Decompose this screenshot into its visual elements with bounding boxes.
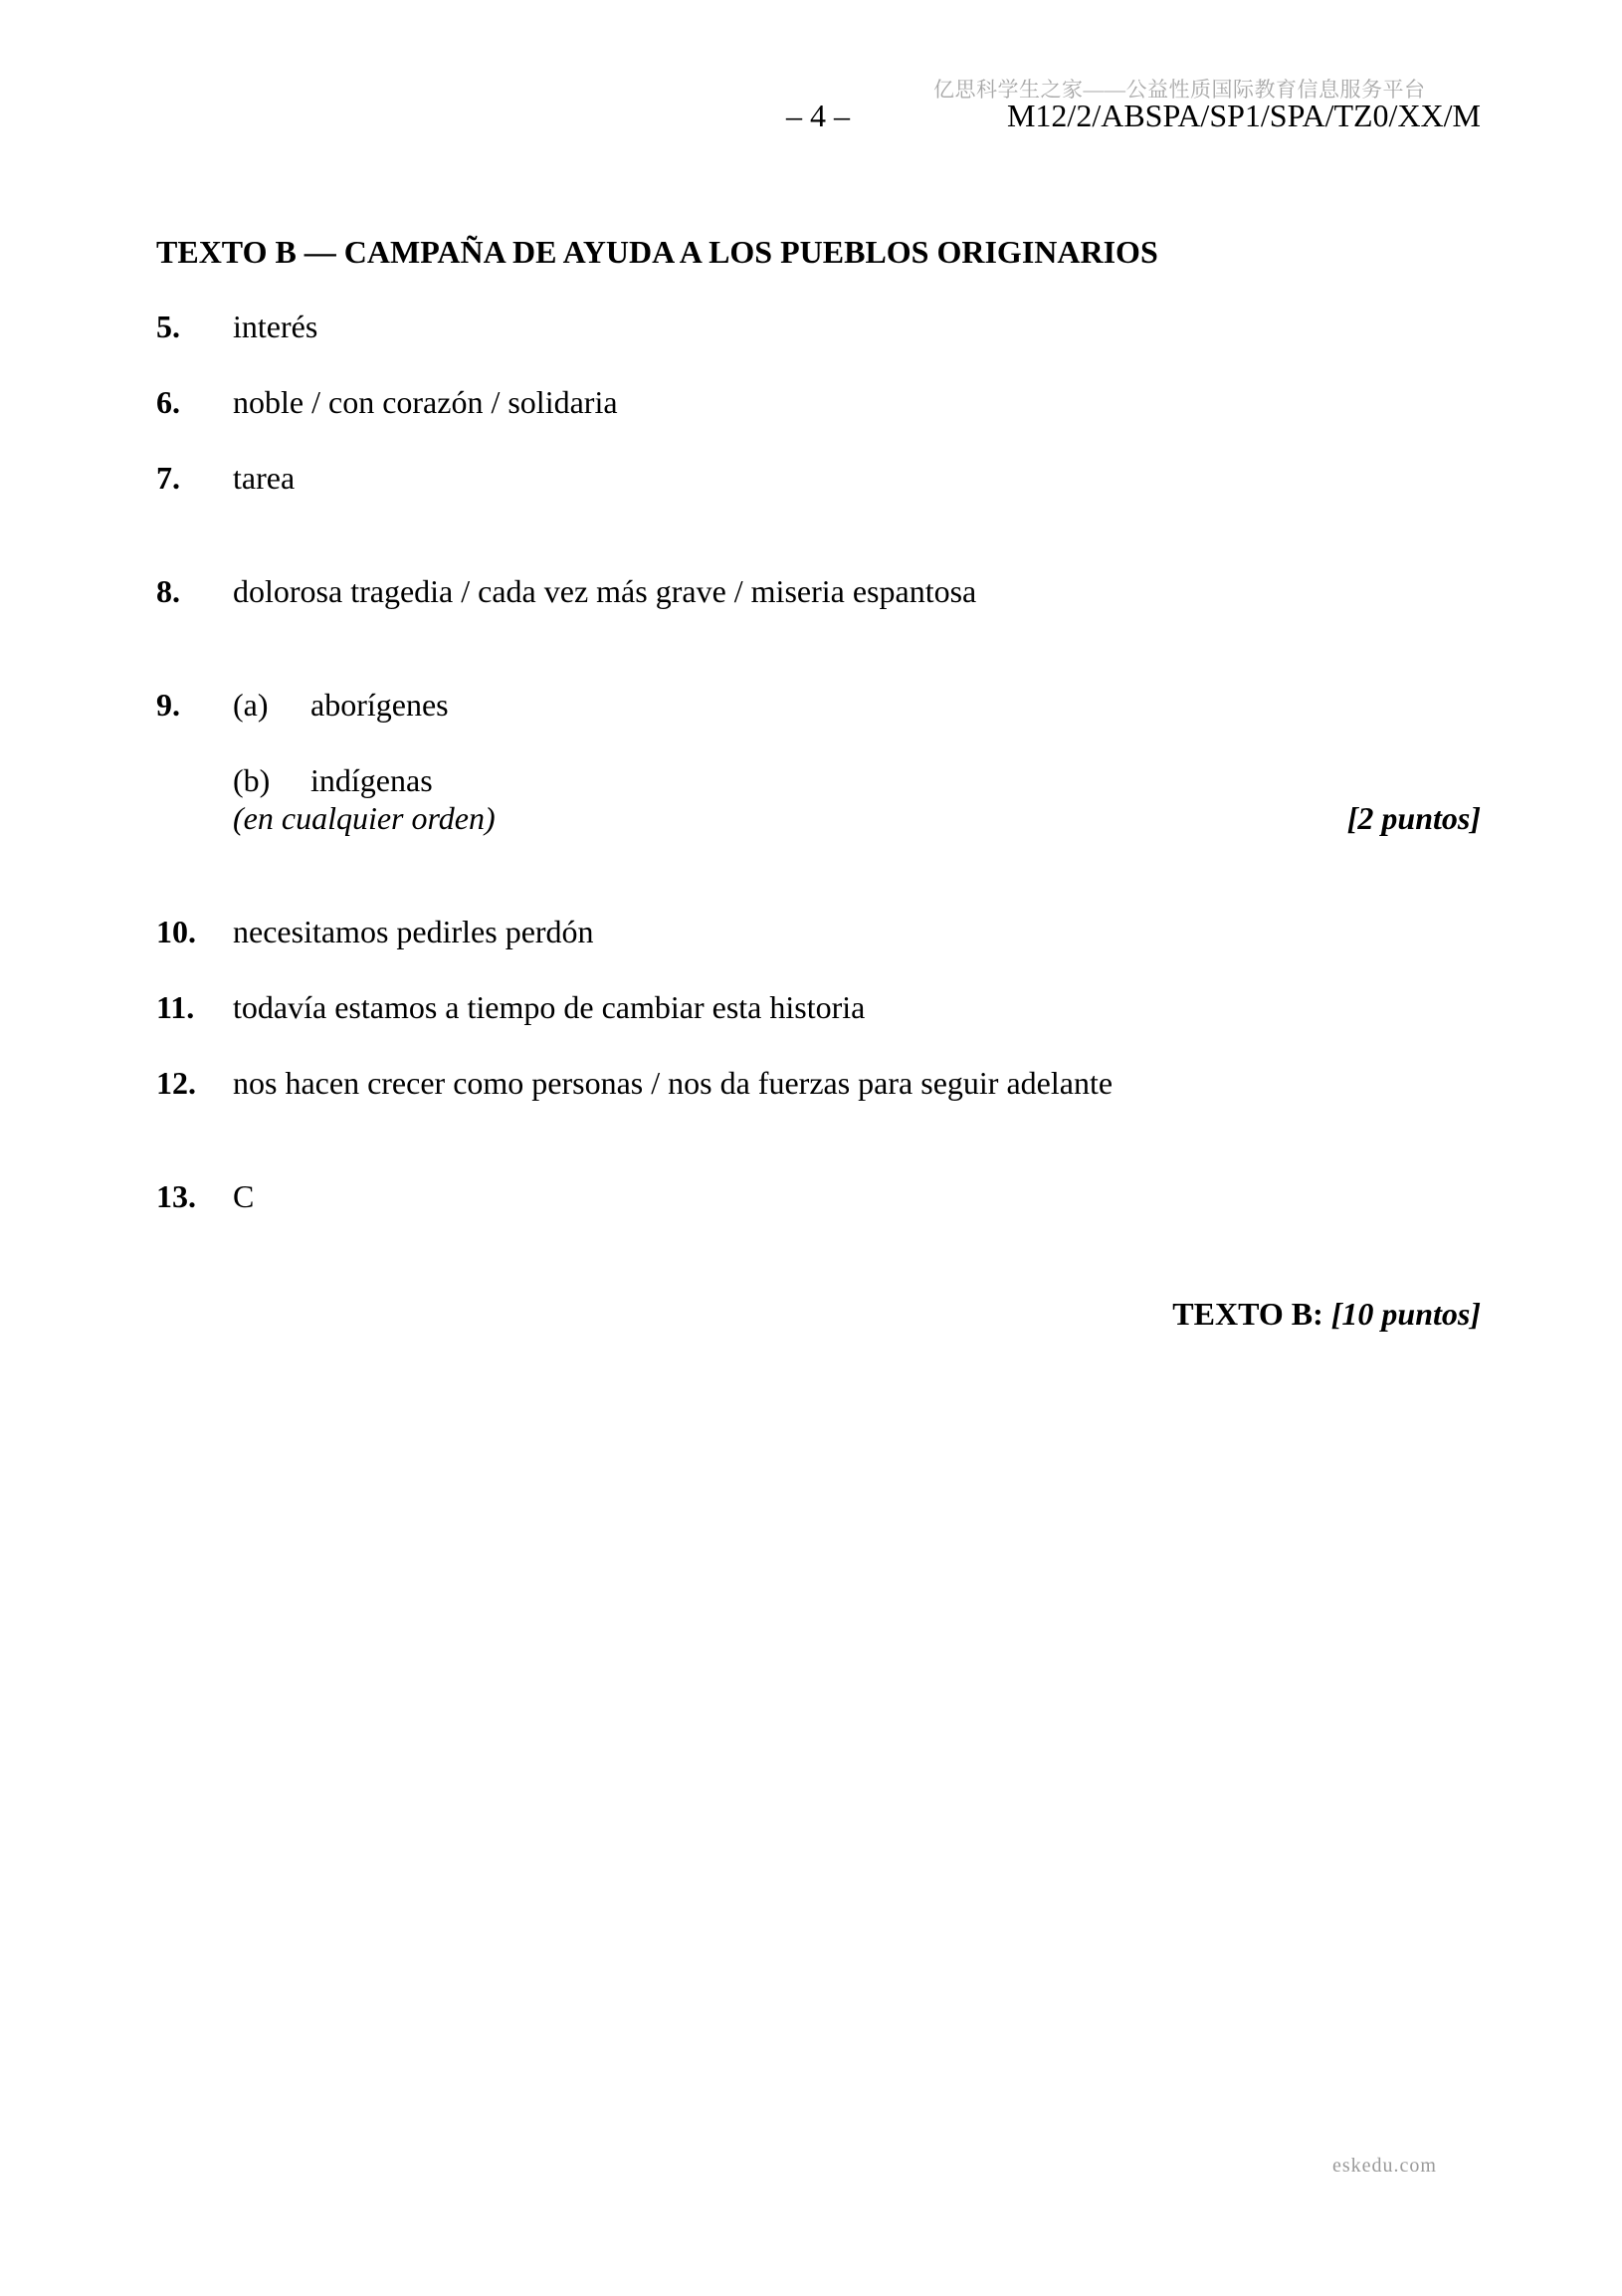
total-points: [10 puntos]	[1330, 1296, 1481, 1332]
answer-number: 6.	[156, 384, 180, 420]
answer-text: todavía estamos a tiempo de cambiar esta historia	[233, 989, 866, 1025]
answer-text: tarea	[233, 460, 296, 496]
section-title: TEXTO B — CAMPAÑA DE AYUDA A LOS PUEBLOS ORIGINARIOS	[156, 234, 1158, 270]
answer-points: [2 puntos]	[1346, 800, 1481, 836]
answer-text: nos hacen crecer como personas / nos da fuerzas para seguir adelante	[233, 1065, 1114, 1101]
answer-part-text-b: indígenas	[310, 762, 433, 798]
answer-number: 12.	[156, 1065, 196, 1101]
footer-watermark: eskedu.com	[1332, 2155, 1437, 2177]
exam-code: M12/2/ABSPA/SP1/SPA/TZ0/XX/M	[1006, 98, 1481, 133]
total-label: TEXTO B:	[1172, 1296, 1323, 1332]
answer-number: 5.	[156, 309, 180, 344]
answer-number: 13.	[156, 1178, 196, 1214]
page-number: – 4 –	[786, 98, 850, 133]
answer-part-label-b: (b)	[233, 762, 271, 798]
answer-text: dolorosa tragedia / cada vez más grave / miseria espantosa	[233, 573, 977, 609]
answer-number: 10.	[156, 914, 196, 949]
answer-text: interés	[233, 309, 318, 344]
answer-text: noble / con corazón / solidaria	[233, 384, 618, 420]
section-total	[1172, 1296, 1481, 1333]
answer-note: (en cualquier orden)	[233, 800, 496, 836]
answer-number: 11.	[156, 989, 195, 1025]
answer-text: necesitamos pedirles perdón	[233, 914, 594, 949]
answer-part-label-a: (a)	[233, 687, 269, 723]
header-watermark: 亿思科学生之家——公益性质国际教育信息服务平台	[933, 78, 1426, 102]
answer-number: 7.	[156, 460, 180, 496]
answer-number: 9.	[156, 687, 180, 723]
answer-number: 8.	[156, 573, 180, 609]
answer-part-text-a: aborígenes	[310, 687, 449, 723]
answer-text: C	[233, 1178, 255, 1214]
